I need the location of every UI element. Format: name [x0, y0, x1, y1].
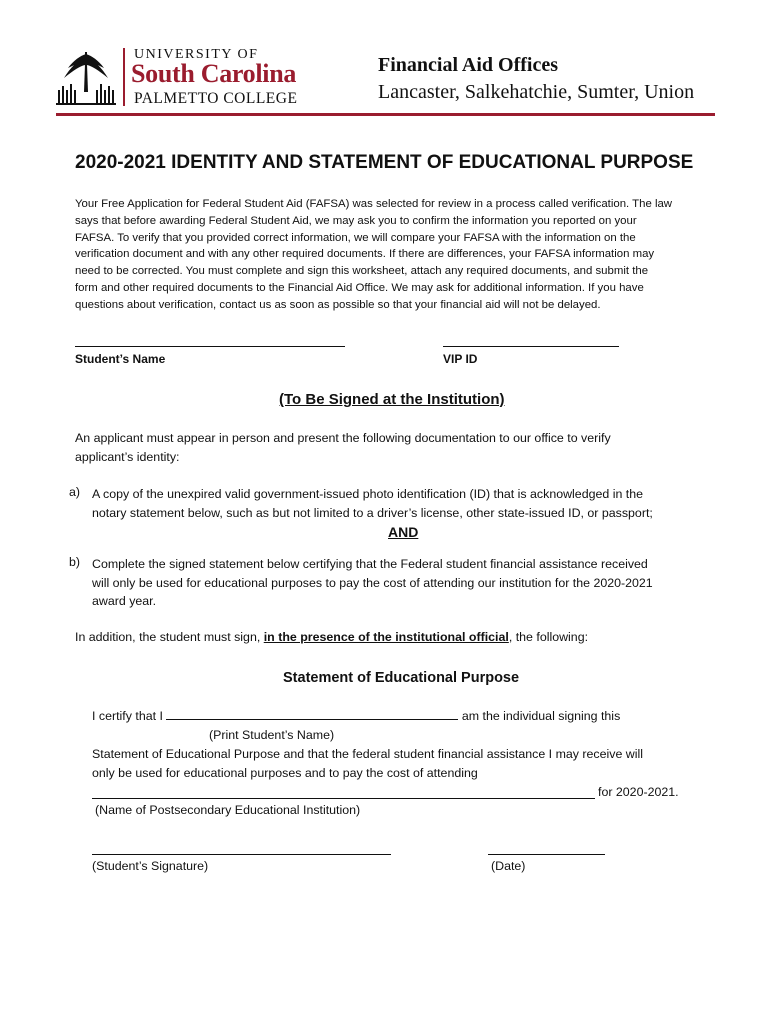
statement-body [92, 745, 732, 782]
addition-text-after: , the following: [508, 630, 589, 644]
certify-text-before: I certify that I [92, 709, 163, 723]
student-signature-field[interactable] [92, 854, 391, 855]
signed-at-institution-heading: (To Be Signed at the Institution) [279, 391, 505, 408]
office-title: Financial Aid Offices [378, 54, 558, 76]
student-name-label: Student’s Name [75, 352, 166, 366]
intro-paragraph [75, 196, 725, 314]
item-b-line: Complete the signed statement below certifying that the Federal student financial assistance received [92, 557, 648, 571]
addition-text-before: In addition, the student must sign, [75, 630, 264, 644]
palmetto-tree-icon [56, 50, 116, 106]
and-label: AND [388, 524, 419, 540]
institution-caption: (Name of Postsecondary Educational Institution) [95, 803, 361, 817]
certify-text-after: am the individual signing this [461, 709, 621, 723]
header-rule [56, 113, 715, 116]
item-a-line: A copy of the unexpired valid government-issued photo identification (ID) that is acknowledged in the [92, 487, 644, 501]
item-a-marker: a) [69, 485, 81, 499]
applicant-line: applicant’s identity: [75, 449, 180, 464]
south-carolina-text: South Carolina [131, 59, 297, 88]
item-b-marker: b) [69, 555, 81, 569]
certify-line [92, 707, 732, 726]
page-title: 2020-2021 IDENTITY AND STATEMENT OF EDUCATIONAL PURPOSE [75, 152, 694, 173]
statement-body-line: Statement of Educational Purpose and that the federal student financial assistance I may receive will [92, 747, 644, 761]
intro-line: FAFSA. To verify that you provided correct information, we will compare your FAFSA with the information on the [75, 231, 636, 244]
print-name-field[interactable] [166, 707, 458, 720]
print-name-caption: (Print Student’s Name) [209, 728, 335, 742]
item-b-text [92, 555, 722, 611]
date-caption: (Date) [491, 859, 526, 873]
university-of-text: UNIVERSITY OF [134, 47, 259, 62]
office-locations: Lancaster, Salkehatchie, Sumter, Union [378, 81, 695, 103]
item-b-line: will only be used for educational purposes to pay the cost of attending our institution for the 2020-2021 [92, 575, 653, 590]
for-year-text: for 2020-2021. [598, 785, 679, 799]
intro-line: Your Free Application for Federal Student Aid (FAFSA) was selected for review in a process called verification. The law [75, 198, 673, 210]
student-name-field[interactable] [75, 346, 345, 347]
date-field[interactable] [488, 854, 605, 855]
applicant-paragraph [75, 429, 715, 466]
institution-name-field[interactable] [92, 798, 595, 799]
logo-divider [123, 48, 125, 106]
intro-line: form and other required documents to the Financial Aid Office. We may ask for additional information. If you have [75, 281, 644, 294]
student-signature-caption: (Student’s Signature) [92, 859, 209, 873]
intro-line: verification document and with any other required documents. If there are differences, your FAFSA information may [75, 248, 655, 261]
item-b-line: award year. [92, 594, 157, 608]
item-a-line: notary statement below, such as but not limited to a driver’s license, other state-issued ID, or passport; [92, 505, 653, 520]
statement-title: Statement of Educational Purpose [283, 670, 520, 686]
item-a-text [92, 485, 722, 522]
addition-paragraph [75, 628, 725, 647]
intro-line: need to be corrected. You must complete and sign this worksheet, attach any required documents, and submit the [75, 265, 649, 278]
vip-id-label: VIP ID [443, 352, 478, 366]
applicant-line: An applicant must appear in person and present the following documentation to our office to verify [75, 431, 611, 445]
intro-line: says that before awarding Federal Student Aid, we may ask you to confirm the information you reported on your [75, 214, 637, 227]
addition-emphasis: in the presence of the institutional official [263, 630, 509, 644]
intro-line: questions about verification, contact us as soon as possible so that your financial aid will not be delayed. [75, 298, 601, 311]
palmetto-college-text: PALMETTO COLLEGE [134, 90, 298, 107]
statement-body-line: only be used for educational purposes and to pay the cost of attending [92, 765, 478, 780]
vip-id-field[interactable] [443, 346, 619, 347]
